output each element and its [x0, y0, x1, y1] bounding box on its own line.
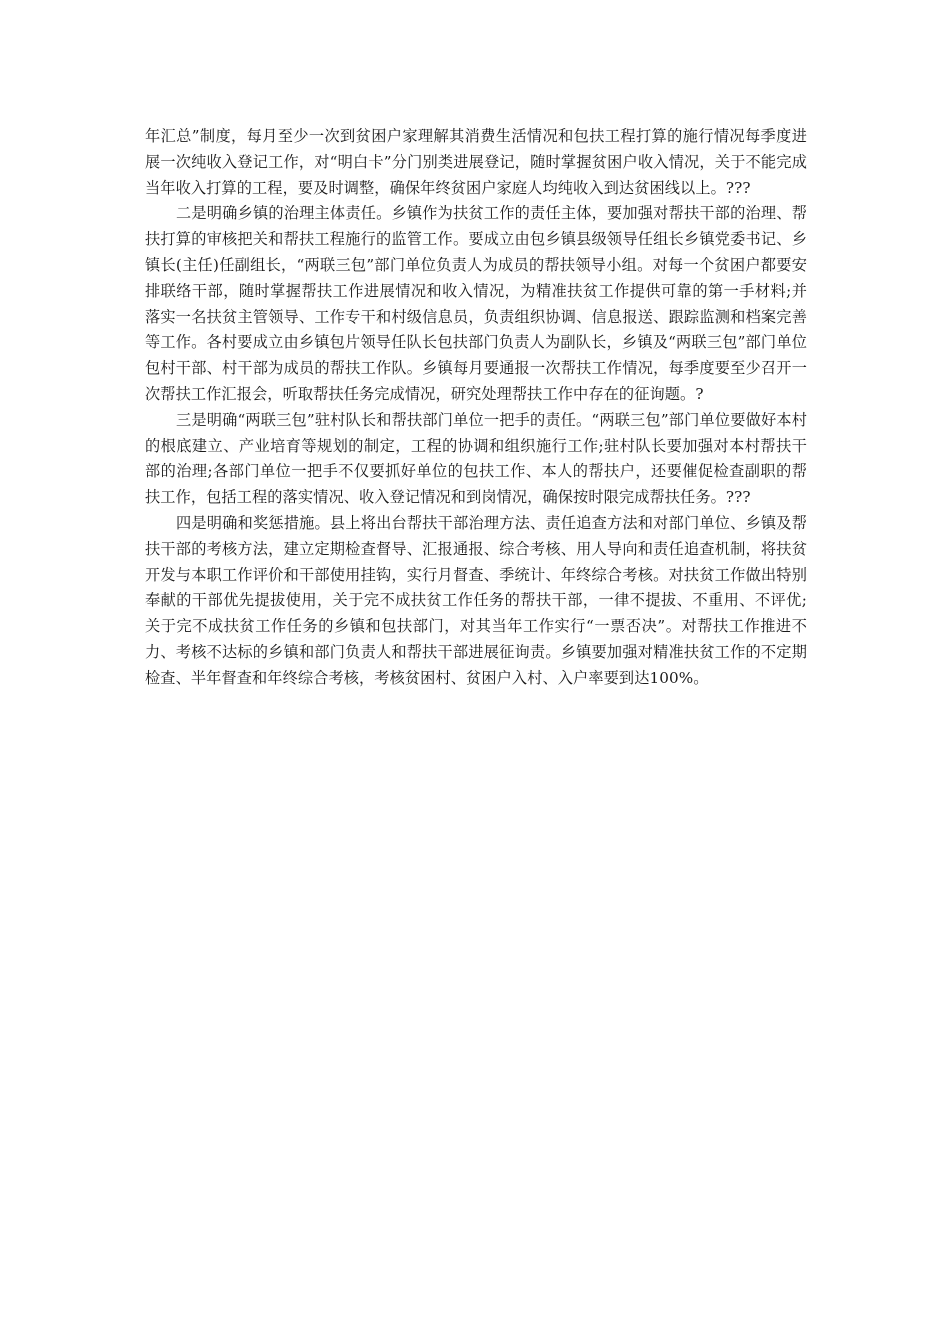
paragraph-continuation: 年汇总”制度，每月至少一次到贫困户家理解其消费生活情况和包扶工程打算的施行情况每季度进展一次纯收入登记工作，对“明白卡”分门别类进展登记，随时掌握贫困户收入情况，关于不能完成当年收入打算的工程，要及时调整，确保年终贫困户家庭人均纯收入到达贫困线以上。???: [145, 127, 807, 197]
paragraph-township-responsibility: 二是明确乡镇的治理主体责任。乡镇作为扶贫工作的责任主体，要加强对帮扶干部的治理、帮扶打算的审核把关和帮扶工程施行的监管工作。要成立由包乡镇县级领导任组长乡镇党委书记、乡镇长(主任)任副组长，“两联三包”部门单位负责人为成员的帮扶领导小组。对每一个贫困户都要安排联络干部，随时掌握帮扶工作进展情况和收入情况，为精准扶贫工作提供可靠的第一手材料;并落实一名扶贫主管领导、工作专干和村级信息员，负责组织协调、信息报送、跟踪监测和档案完善等工作。各村要成立由乡镇包片领导任队长包扶部门负责人为副队长，乡镇及“两联三包”部门单位包村干部、村干部为成员的帮扶工作队。乡镇每月要通报一次帮扶工作情况，每季度要至少召开一次帮扶工作汇报会，听取帮扶任务完成情况，研究处理帮扶工作中存在的征询题。?: [145, 204, 807, 403]
paragraph-rewards-penalties: 四是明确和奖惩措施。县上将出台帮扶干部治理方法、责任追查方法和对部门单位、乡镇及帮扶干部的考核方法，建立定期检查督导、汇报通报、综合考核、用人导向和责任追查机制，将扶贫开发与本职工作评价和干部使用挂钩，实行月督查、季统计、年终综合考核。对扶贫工作做出特别奉献的干部优先提拔使用，关于完不成扶贫工作任务的帮扶干部，一律不提拔、不重用、不评优;关于完不成扶贫工作任务的乡镇和包扶部门，对其当年工作实行“一票否决”。对帮扶工作推进不力、考核不达标的乡镇和部门负责人和帮扶干部进展征询责。乡镇要加强对精准扶贫工作的不定期检查、半年督查和年终综合考核，考核贫困村、贫困户入村、入户率要到达100%。: [145, 513, 807, 687]
paragraph-village-team-responsibility: 三是明确“两联三包”驻村队长和帮扶部门单位一把手的责任。“两联三包”部门单位要做好本村的根底建立、产业培育等规划的制定，工程的协调和组织施行工作;驻村队长要加强对本村帮扶干部的治理;各部门单位一把手不仅要抓好单位的包扶工作、本人的帮扶户，还要催促检查副职的帮扶工作，包括工程的落实情况、收入登记情况和到岗情况，确保按时限完成帮扶任务。???: [145, 410, 807, 507]
document-body: [145, 124, 807, 692]
